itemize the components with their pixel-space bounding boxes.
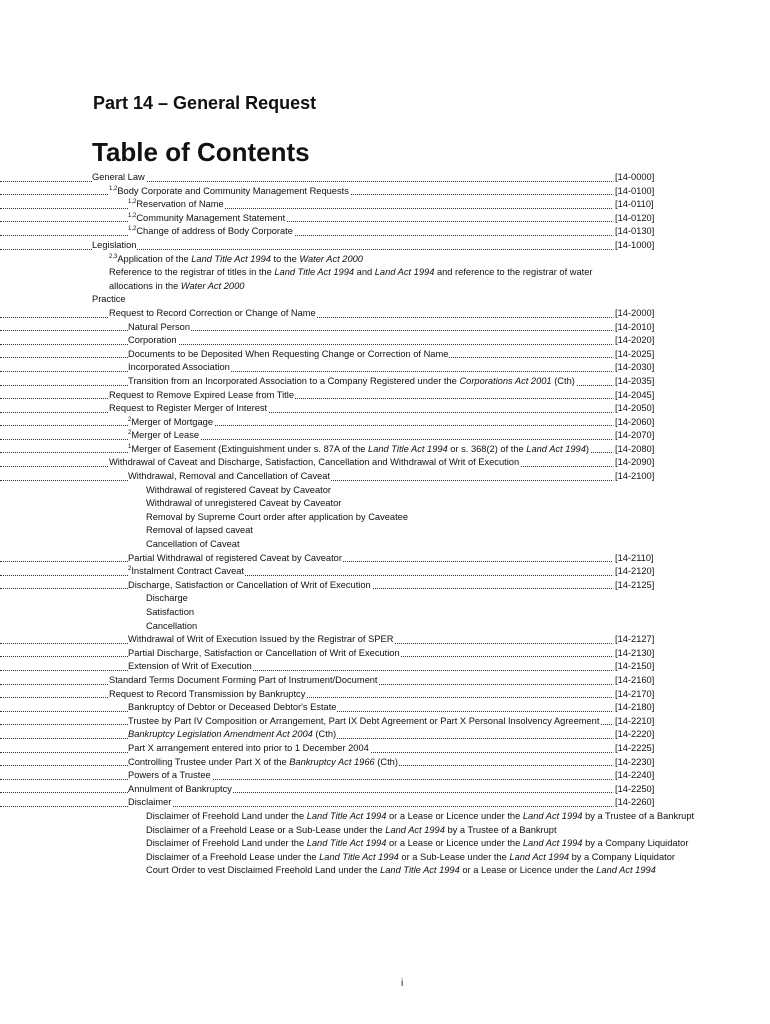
- entry-text: Withdrawal of registered Caveat by Caveator: [146, 484, 331, 495]
- act-title: Bankruptcy Act 1966: [289, 756, 375, 767]
- toc-entry-title: [128, 199, 225, 209]
- entry-text: Discharge, Satisfaction or Cancellation of Writ of Execution: [128, 579, 371, 590]
- toc-entry-title: [146, 539, 241, 549]
- paragraph-reference: [14-2100]: [613, 470, 654, 484]
- paragraph-reference: [14-2220]: [613, 728, 654, 742]
- act-title: Land Title Act 1994: [306, 810, 387, 821]
- entry-text: by a Trustee of a Bankrupt: [582, 810, 695, 821]
- toc-entry[interactable]: [0, 783, 770, 797]
- entry-text: by a Company Liquidator: [582, 838, 689, 849]
- toc-entry[interactable]: [0, 647, 770, 661]
- act-title: Land Act 1994: [374, 267, 435, 278]
- entry-text: Request to Record Correction or Change of Name: [109, 307, 316, 318]
- toc-entry-title: [128, 553, 343, 563]
- entry-text: Court Order to vest Disclaimed Freehold Land under the: [146, 865, 381, 876]
- part-title: Part 14 – General Request: [93, 93, 317, 113]
- toc-entry-title: [146, 607, 195, 617]
- entry-text: Reservation of Name: [136, 199, 224, 210]
- toc-entry[interactable]: [0, 552, 770, 566]
- toc-entry[interactable]: [0, 851, 770, 865]
- entry-text: or a Lease or Licence under the: [386, 810, 523, 821]
- toc-entry-title: [109, 390, 295, 400]
- toc-entry-title: [146, 825, 558, 835]
- toc-entry[interactable]: [0, 824, 770, 838]
- toc-entry-title: [128, 729, 337, 739]
- toc-entry-title: [128, 430, 200, 440]
- toc-entry[interactable]: [0, 511, 770, 525]
- paragraph-reference: [14-0130]: [613, 225, 654, 239]
- entry-text: Disclaimer of a Freehold Lease or a Sub-Lease under the: [146, 824, 386, 835]
- toc-entry-title: [109, 675, 379, 685]
- toc-entry[interactable]: [0, 293, 770, 307]
- toc-entry-title: [146, 621, 198, 631]
- toc-entry[interactable]: [0, 620, 770, 634]
- dot-leader: [0, 779, 614, 780]
- entry-text: Change of address of Body Corporate: [136, 226, 293, 237]
- toc-entry-title: [128, 784, 233, 794]
- paragraph-reference: [14-2035]: [613, 375, 654, 389]
- paragraph-reference: [14-2250]: [613, 783, 654, 797]
- toc-entry-title: [109, 308, 317, 318]
- entry-text: Community Management Statement: [136, 212, 286, 223]
- toc-entry[interactable]: [0, 361, 770, 375]
- dot-leader: [0, 371, 614, 372]
- toc-entry-title: [128, 716, 600, 726]
- toc-entry[interactable]: [0, 389, 770, 403]
- entry-text: Withdrawal of unregistered Caveat by Caveator: [146, 498, 342, 509]
- entry-text: Satisfaction: [146, 607, 195, 617]
- footnote-marker: 2: [128, 416, 132, 423]
- act-title: Land Act 1994: [522, 810, 583, 821]
- toc-entry[interactable]: [0, 429, 770, 443]
- toc-entry-title: [128, 417, 214, 427]
- entry-text: Withdrawal, Removal and Cancellation of Caveat: [128, 471, 331, 482]
- entry-text: Merger of Easement (Extinguishment under s. 87A of the: [131, 443, 369, 454]
- toc-entry-title: [128, 471, 331, 481]
- dot-leader: [0, 439, 614, 440]
- toc-entry[interactable]: [0, 592, 770, 606]
- toc-entry[interactable]: [0, 225, 770, 239]
- footnote-marker: 1,2: [128, 199, 137, 206]
- toc-entry[interactable]: [0, 171, 770, 185]
- toc-entry[interactable]: [0, 497, 770, 511]
- footnote-marker: 2: [128, 430, 132, 437]
- entry-text: Bankruptcy of Debtor or Deceased Debtor's Estate: [128, 702, 337, 713]
- dot-leader: [0, 412, 614, 413]
- toc-entry[interactable]: [0, 796, 770, 810]
- entry-text: Application of the: [117, 253, 192, 264]
- toc-entry-title: [128, 648, 401, 658]
- entry-text: and: [354, 267, 375, 278]
- toc-entry-title: [128, 566, 245, 576]
- act-title: Land Act 1994: [522, 838, 583, 849]
- paragraph-reference: [14-2160]: [613, 674, 654, 688]
- entry-text: Instalment Contract Caveat: [131, 566, 244, 577]
- dot-leader: [0, 792, 614, 793]
- toc-entry-title: [128, 743, 370, 753]
- paragraph-reference: [14-2180]: [613, 701, 654, 715]
- paragraph-reference: [14-2060]: [613, 416, 654, 430]
- paragraph-reference: [14-0000]: [613, 171, 654, 185]
- toc-entry-title: [146, 525, 254, 535]
- entry-text: or a Lease or Licence under the: [386, 838, 523, 849]
- paragraph-reference: [14-2127]: [613, 633, 654, 647]
- act-title: Corporations Act 2001: [459, 375, 552, 386]
- toc-entry[interactable]: [0, 266, 770, 293]
- toc-entry[interactable]: [0, 456, 770, 470]
- entry-text: Powers of a Trustee: [128, 770, 211, 781]
- dot-leader: [0, 235, 614, 236]
- act-title: Land Act 1994: [385, 824, 445, 835]
- entry-text: General Law: [92, 172, 145, 182]
- paragraph-reference: [14-0110]: [613, 198, 654, 212]
- entry-text: Natural Person: [128, 321, 191, 332]
- toc-entry[interactable]: [0, 579, 770, 593]
- toc-entry-title: [128, 362, 231, 372]
- entry-text: Partial Withdrawal of registered Caveat by Caveator: [128, 552, 342, 563]
- entry-text: Part X arrangement entered into prior to 1 December 2004: [128, 742, 369, 753]
- toc-entry-title: [146, 838, 689, 848]
- paragraph-reference: [14-0100]: [613, 185, 654, 199]
- paragraph-reference: [14-2225]: [613, 742, 654, 756]
- entry-text: by a Trustee of a Bankrupt: [444, 824, 557, 835]
- toc-entry[interactable]: [0, 334, 770, 348]
- toc-entry-title: [92, 294, 127, 304]
- entry-text: Request to Remove Expired Lease from Title: [109, 389, 294, 400]
- act-title: Water Act 2000: [180, 280, 245, 291]
- toc-entry-title: [128, 349, 449, 359]
- toc-entry[interactable]: [0, 321, 770, 335]
- toc-entry[interactable]: [0, 185, 770, 199]
- entry-text: Extension of Writ of Execution: [128, 661, 252, 672]
- entry-text: Cancellation of Caveat: [146, 539, 240, 550]
- toc-entry[interactable]: [0, 348, 770, 362]
- entry-text: (Cth): [374, 756, 398, 767]
- dot-leader: [0, 575, 614, 576]
- toc-entry-title: [128, 226, 294, 236]
- entry-text: Controlling Trustee under Part X of the: [128, 756, 290, 767]
- toc-entry-title: [128, 757, 399, 767]
- toc-entry-title: [128, 213, 286, 223]
- dot-leader: [0, 697, 614, 698]
- act-title: Land Title Act 1994: [274, 267, 355, 278]
- paragraph-reference: [14-2170]: [613, 688, 654, 702]
- paragraph-reference: [14-0120]: [613, 212, 654, 226]
- entry-text: Withdrawal of Caveat and Discharge, Satisfaction, Cancellation and Withdrawal of Writ of Execution: [109, 457, 520, 468]
- toc-entry-title: [128, 797, 172, 807]
- toc-list: [0, 171, 770, 878]
- toc-entry[interactable]: [0, 606, 770, 620]
- toc-entry-title: [128, 580, 372, 590]
- toc-entry[interactable]: [0, 402, 770, 416]
- toc-entry-title: [109, 403, 268, 413]
- footnote-marker: 1,2: [109, 185, 118, 192]
- paragraph-reference: [14-2210]: [613, 715, 654, 729]
- entry-text: Merger of Lease: [131, 430, 200, 441]
- dot-leader: [0, 806, 614, 807]
- footnote-marker: 1: [128, 443, 132, 450]
- toc-entry[interactable]: [0, 715, 770, 729]
- toc-entry-title: [109, 267, 593, 291]
- footnote-marker: 1,2: [128, 212, 137, 219]
- paragraph-reference: [14-2050]: [613, 402, 654, 416]
- dot-leader: [0, 425, 614, 426]
- act-title: Land Act 1994: [509, 851, 570, 862]
- entry-text: Request to Record Transmission by Bankruptcy: [109, 688, 306, 699]
- entry-text: and reference to the registrar of water allocations in the: [109, 267, 593, 291]
- entry-text: Practice: [92, 294, 126, 305]
- paragraph-reference: [14-2125]: [613, 579, 654, 593]
- paragraph-reference: [14-2030]: [613, 361, 654, 375]
- act-title: Land Act 1994: [596, 865, 656, 876]
- toc-entry[interactable]: [0, 484, 770, 498]
- entry-text: Standard Terms Document Forming Part of Instrument/Document: [109, 674, 378, 685]
- toc-entry-title: [92, 240, 137, 250]
- toc-entry-title: [146, 485, 332, 495]
- entry-text: Cancellation: [146, 620, 198, 631]
- paragraph-reference: [14-2020]: [613, 334, 654, 348]
- act-title: Land Act 1994: [526, 443, 586, 454]
- toc-entry[interactable]: [0, 416, 770, 430]
- entry-text: Removal of lapsed caveat: [146, 525, 253, 536]
- toc-entry-title: [109, 186, 350, 196]
- toc-entry[interactable]: [0, 728, 770, 742]
- entry-text: Corporation: [128, 335, 177, 346]
- paragraph-reference: [14-2010]: [613, 321, 654, 335]
- toc-entry-title: [109, 457, 520, 467]
- toc-entry[interactable]: [0, 565, 770, 579]
- toc-entry[interactable]: [0, 470, 770, 484]
- dot-leader: [0, 670, 614, 671]
- toc-entry[interactable]: [0, 660, 770, 674]
- toc-entry[interactable]: [0, 864, 770, 878]
- entry-text: Transition from an Incorporated Association to a Company Registered under the: [128, 375, 460, 386]
- act-title: Land Title Act 1994: [319, 851, 399, 862]
- entry-text: Annulment of Bankruptcy: [128, 783, 232, 794]
- act-title: Land Title Act 1994: [380, 865, 460, 876]
- toc-entry[interactable]: [0, 742, 770, 756]
- entry-text: ): [585, 443, 590, 454]
- entry-text: Reference to the registrar of titles in the: [109, 267, 275, 278]
- footnote-marker: 2,3: [109, 253, 118, 260]
- toc-entry-title: [128, 444, 590, 454]
- toc-entry-title: [146, 865, 657, 875]
- paragraph-reference: [14-2070]: [613, 429, 654, 443]
- entry-text: by a Company Liquidator: [569, 851, 675, 862]
- toc-entry[interactable]: [0, 307, 770, 321]
- entry-text: Trustee by Part IV Composition or Arrangement, Part IX Debt Agreement or Part X Personal Insolvency Agreement: [128, 715, 600, 726]
- entry-text: Removal by Supreme Court order after application by Caveatee: [146, 511, 408, 522]
- entry-text: Partial Discharge, Satisfaction or Cancellation of Writ of Execution: [128, 647, 400, 658]
- toc-entry[interactable]: [0, 524, 770, 538]
- dot-leader: [0, 398, 614, 399]
- dot-leader: [0, 330, 614, 331]
- entry-text: Withdrawal of Writ of Execution Issued by the Registrar of SPER: [128, 634, 394, 645]
- footnote-marker: 1,2: [128, 226, 137, 233]
- toc-entry-title: [146, 811, 695, 821]
- entry-text: (Cth): [551, 375, 575, 386]
- paragraph-reference: [14-2045]: [613, 389, 654, 403]
- toc-entry[interactable]: [0, 633, 770, 647]
- dot-leader: [0, 344, 614, 345]
- toc-entry-title: [146, 512, 409, 522]
- act-title: Bankruptcy Legislation Amendment Act 2004: [128, 729, 313, 740]
- dot-leader: [0, 221, 614, 222]
- entry-text: Merger of Mortgage: [131, 416, 213, 427]
- entry-text: Legislation: [92, 239, 137, 250]
- toc-entry[interactable]: [0, 688, 770, 702]
- entry-text: Request to Register Merger of Interest: [109, 403, 268, 414]
- act-title: Water Act 2000: [299, 253, 363, 264]
- toc-entry-title: [146, 593, 189, 603]
- paragraph-reference: [14-2130]: [613, 647, 654, 661]
- paragraph-reference: [14-2150]: [613, 660, 654, 674]
- toc-entry[interactable]: [0, 810, 770, 824]
- paragraph-reference: [14-2000]: [613, 307, 654, 321]
- entry-text: Disclaimer of Freehold Land under the: [146, 838, 307, 849]
- toc-entry[interactable]: [0, 538, 770, 552]
- toc-entry-title: [109, 254, 364, 264]
- toc-entry[interactable]: [0, 701, 770, 715]
- toc-entry-title: [146, 498, 342, 508]
- toc-entry[interactable]: [0, 443, 770, 457]
- entry-text: Disclaimer of a Freehold Lease under the: [146, 851, 320, 862]
- toc-entry[interactable]: [0, 756, 770, 770]
- footnote-marker: 2: [128, 566, 132, 573]
- entry-text: Discharge: [146, 593, 188, 604]
- toc-entry-title: [128, 634, 394, 644]
- toc-entry[interactable]: [0, 253, 770, 267]
- paragraph-reference: [14-2025]: [613, 348, 654, 362]
- page-number: i: [401, 978, 404, 989]
- paragraph-reference: [14-2240]: [613, 769, 654, 783]
- act-title: Land Title Act 1994: [191, 253, 271, 264]
- toc-entry[interactable]: [0, 375, 770, 389]
- toc-entry[interactable]: [0, 837, 770, 851]
- toc-entry-title: [128, 661, 253, 671]
- toc-entry[interactable]: [0, 674, 770, 688]
- toc-entry[interactable]: [0, 198, 770, 212]
- entry-text: (Cth): [312, 729, 337, 740]
- entry-text: or s. 368(2) of the: [447, 443, 527, 454]
- toc-entry-title: [128, 322, 191, 332]
- toc-entry[interactable]: [0, 769, 770, 783]
- toc-entry-title: [146, 852, 676, 862]
- toc-entry[interactable]: [0, 239, 770, 253]
- act-title: Land Title Act 1994: [368, 443, 448, 454]
- entry-text: Incorporated Association: [128, 362, 230, 373]
- entry-text: Disclaimer: [128, 797, 172, 808]
- entry-text: Disclaimer of Freehold Land under the: [146, 810, 307, 821]
- paragraph-reference: [14-2090]: [613, 456, 654, 470]
- entry-text: or a Sub-Lease under the: [398, 851, 510, 862]
- toc-heading: Table of Contents: [92, 137, 310, 167]
- entry-text: Body Corporate and Community Management Requests: [117, 185, 349, 196]
- paragraph-reference: [14-2260]: [613, 796, 654, 810]
- toc-entry-title: [109, 689, 306, 699]
- toc-entry[interactable]: [0, 212, 770, 226]
- toc-entry-title: [92, 172, 146, 182]
- paragraph-reference: [14-1000]: [613, 239, 654, 253]
- entry-text: to the: [270, 253, 300, 264]
- toc-entry-title: [128, 702, 337, 712]
- paragraph-reference: [14-2120]: [613, 565, 654, 579]
- entry-text: Documents to be Deposited When Requesting Change or Correction of Name: [128, 348, 449, 359]
- dot-leader: [0, 208, 614, 209]
- paragraph-reference: [14-2230]: [613, 756, 654, 770]
- toc-entry-title: [128, 335, 178, 345]
- paragraph-reference: [14-2080]: [613, 443, 654, 457]
- act-title: Land Title Act 1994: [306, 838, 387, 849]
- entry-text: or a Lease or Licence under the: [459, 865, 597, 876]
- paragraph-reference: [14-2110]: [613, 552, 654, 566]
- toc-entry-title: [128, 770, 212, 780]
- toc-entry-title: [128, 376, 576, 386]
